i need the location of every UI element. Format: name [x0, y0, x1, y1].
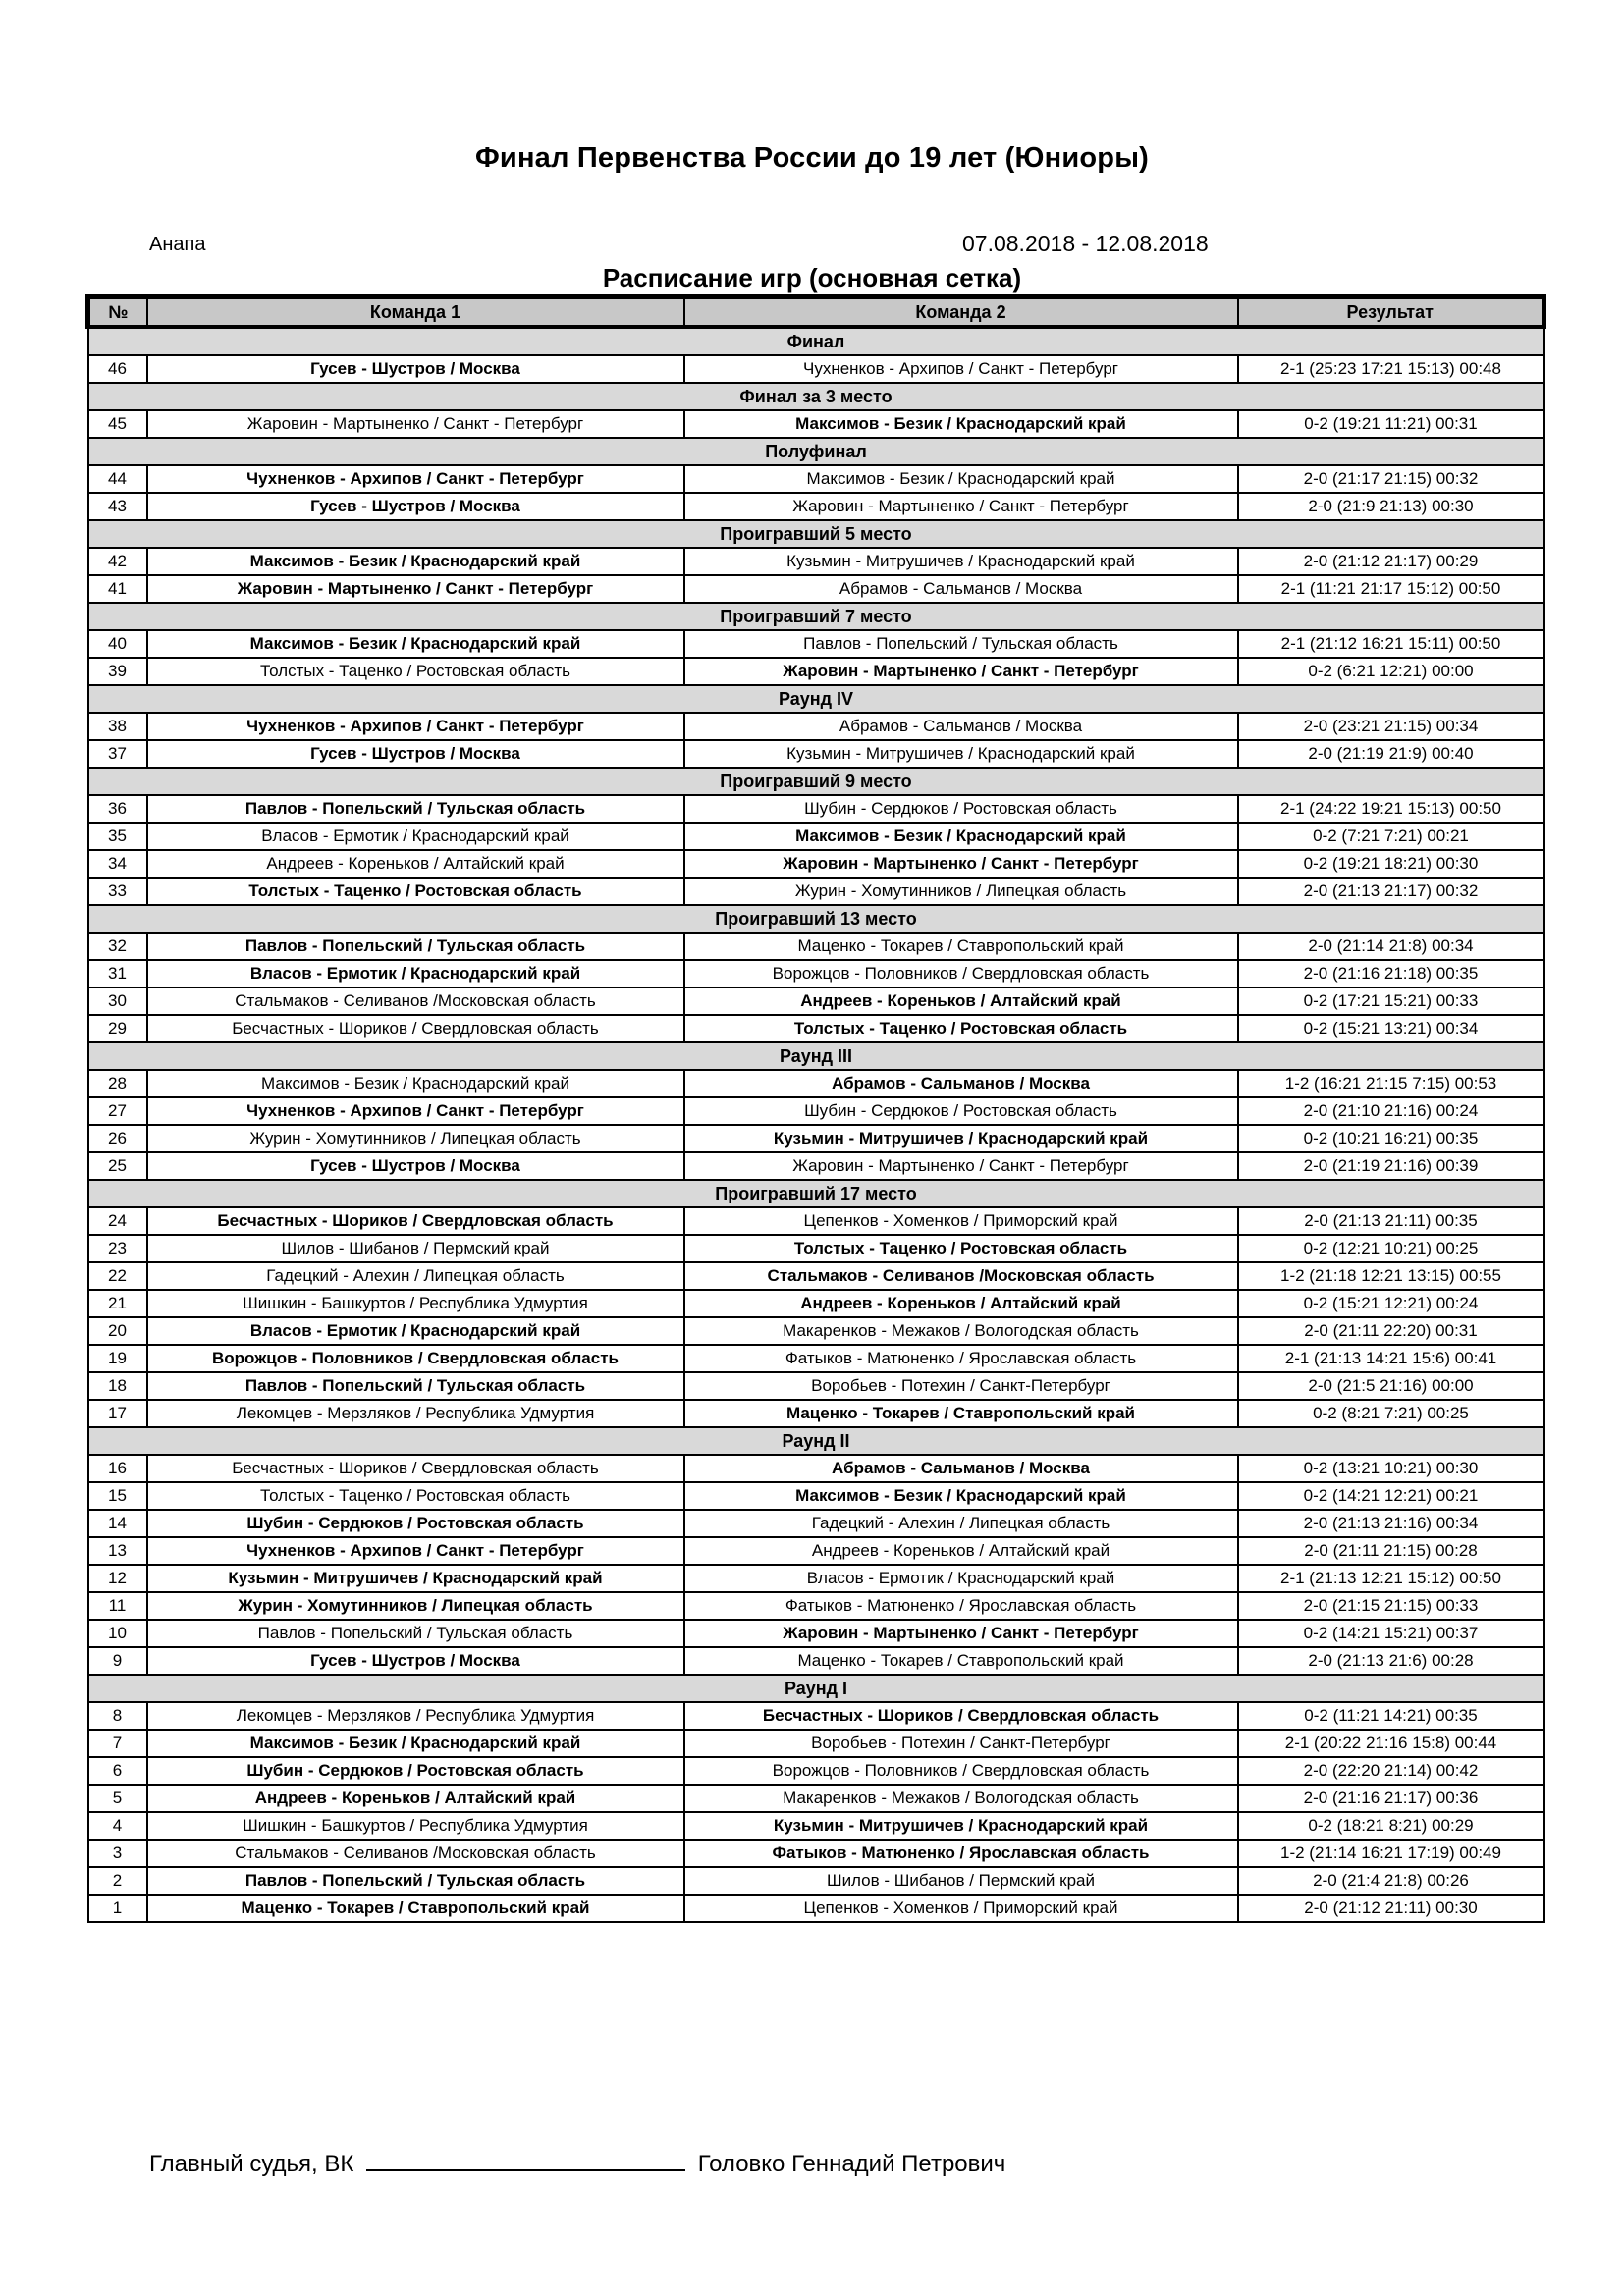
team1-cell: Маценко - Токарев / Ставропольский край — [147, 1895, 684, 1922]
result-cell: 2-1 (20:22 21:16 15:8) 00:44 — [1238, 1730, 1544, 1757]
team2-cell: Жаровин - Мартыненко / Санкт - Петербург — [684, 1152, 1238, 1180]
result-cell: 0-2 (12:21 10:21) 00:25 — [1238, 1235, 1544, 1262]
team2-cell: Жаровин - Мартыненко / Санкт - Петербург — [684, 1620, 1238, 1647]
team2-cell: Абрамов - Сальманов / Москва — [684, 1455, 1238, 1482]
result-cell: 2-0 (21:19 21:16) 00:39 — [1238, 1152, 1544, 1180]
team2-cell: Воробьев - Потехин / Санкт-Петербург — [684, 1372, 1238, 1400]
result-cell: 0-2 (17:21 15:21) 00:33 — [1238, 988, 1544, 1015]
match-number-cell: 25 — [88, 1152, 147, 1180]
table-row — [88, 1730, 1544, 1757]
match-number-cell: 39 — [88, 658, 147, 685]
match-number-cell: 5 — [88, 1785, 147, 1812]
result-cell: 2-0 (21:13 21:11) 00:35 — [1238, 1207, 1544, 1235]
team2-cell: Бесчастных - Шориков / Свердловская область — [684, 1702, 1238, 1730]
team2-cell: Ворожцов - Половников / Свердловская область — [684, 1757, 1238, 1785]
result-cell: 0-2 (6:21 12:21) 00:00 — [1238, 658, 1544, 685]
table-row — [88, 630, 1544, 658]
result-cell: 2-0 (21:11 22:20) 00:31 — [1238, 1317, 1544, 1345]
match-number-cell: 3 — [88, 1840, 147, 1867]
team2-cell: Кузьмин - Митрушичев / Краснодарский край — [684, 740, 1238, 768]
table-row — [88, 355, 1544, 383]
section-header-row — [88, 768, 1544, 795]
match-number-cell: 30 — [88, 988, 147, 1015]
team2-cell: Фатыков - Матюненко / Ярославская область — [684, 1840, 1238, 1867]
team1-cell: Шубин - Сердюков / Ростовская область — [147, 1510, 684, 1537]
team2-cell: Цепенков - Хоменков / Приморский край — [684, 1207, 1238, 1235]
team2-cell: Максимов - Безик / Краснодарский край — [684, 823, 1238, 850]
table-row — [88, 1097, 1544, 1125]
section-header-row — [88, 905, 1544, 933]
team1-cell: Павлов - Попельский / Тульская область — [147, 795, 684, 823]
team1-cell: Шилов - Шибанов / Пермский край — [147, 1235, 684, 1262]
section-title: Финал — [88, 327, 1544, 355]
match-number-cell: 40 — [88, 630, 147, 658]
match-number-cell: 12 — [88, 1565, 147, 1592]
result-cell: 0-2 (15:21 12:21) 00:24 — [1238, 1290, 1544, 1317]
table-row — [88, 850, 1544, 878]
result-cell: 2-0 (21:4 21:8) 00:26 — [1238, 1867, 1544, 1895]
match-number-cell: 10 — [88, 1620, 147, 1647]
result-cell: 2-0 (21:12 21:17) 00:29 — [1238, 548, 1544, 575]
match-number-cell: 33 — [88, 878, 147, 905]
team2-cell: Жаровин - Мартыненко / Санкт - Петербург — [684, 493, 1238, 520]
team1-cell: Гадецкий - Алехин / Липецкая область — [147, 1262, 684, 1290]
team2-cell: Цепенков - Хоменков / Приморский край — [684, 1895, 1238, 1922]
team1-cell: Чухненков - Архипов / Санкт - Петербург — [147, 465, 684, 493]
match-number-cell: 21 — [88, 1290, 147, 1317]
result-cell: 0-2 (19:21 18:21) 00:30 — [1238, 850, 1544, 878]
match-number-cell: 17 — [88, 1400, 147, 1427]
match-number-cell: 9 — [88, 1647, 147, 1675]
team2-cell: Макаренков - Межаков / Вологодская область — [684, 1785, 1238, 1812]
result-cell: 0-2 (8:21 7:21) 00:25 — [1238, 1400, 1544, 1427]
result-cell: 0-2 (14:21 15:21) 00:37 — [1238, 1620, 1544, 1647]
result-cell: 2-0 (21:9 21:13) 00:30 — [1238, 493, 1544, 520]
team2-cell: Абрамов - Сальманов / Москва — [684, 713, 1238, 740]
team1-cell: Гусев - Шустров / Москва — [147, 740, 684, 768]
section-title: Проигравший 7 место — [88, 603, 1544, 630]
match-number-cell: 4 — [88, 1812, 147, 1840]
column-header-number: № — [88, 297, 147, 328]
team2-cell: Андреев - Кореньков / Алтайский край — [684, 1537, 1238, 1565]
result-cell: 2-0 (21:15 21:15) 00:33 — [1238, 1592, 1544, 1620]
team1-cell: Жаровин - Мартыненко / Санкт - Петербург — [147, 410, 684, 438]
team2-cell: Максимов - Безик / Краснодарский край — [684, 465, 1238, 493]
result-cell: 2-0 (21:11 21:15) 00:28 — [1238, 1537, 1544, 1565]
table-row — [88, 548, 1544, 575]
section-header-row — [88, 1042, 1544, 1070]
section-title: Проигравший 13 место — [88, 905, 1544, 933]
match-number-cell: 45 — [88, 410, 147, 438]
match-number-cell: 34 — [88, 850, 147, 878]
match-number-cell: 19 — [88, 1345, 147, 1372]
team1-cell: Павлов - Попельский / Тульская область — [147, 933, 684, 960]
table-row — [88, 1400, 1544, 1427]
team1-cell: Шубин - Сердюков / Ростовская область — [147, 1757, 684, 1785]
section-header-row — [88, 1675, 1544, 1702]
team1-cell: Власов - Ермотик / Краснодарский край — [147, 1317, 684, 1345]
match-number-cell: 42 — [88, 548, 147, 575]
section-title: Раунд IV — [88, 685, 1544, 713]
team2-cell: Кузьмин - Митрушичев / Краснодарский край — [684, 1812, 1238, 1840]
table-row — [88, 823, 1544, 850]
team1-cell: Стальмаков - Селиванов /Московская область — [147, 988, 684, 1015]
team1-cell: Бесчастных - Шориков / Свердловская область — [147, 1015, 684, 1042]
match-number-cell: 44 — [88, 465, 147, 493]
section-title: Проигравший 17 место — [88, 1180, 1544, 1207]
table-row — [88, 1510, 1544, 1537]
schedule-body — [88, 327, 1544, 1922]
team2-cell: Маценко - Токарев / Ставропольский край — [684, 1400, 1238, 1427]
team1-cell: Бесчастных - Шориков / Свердловская область — [147, 1207, 684, 1235]
team1-cell: Гусев - Шустров / Москва — [147, 355, 684, 383]
result-cell: 2-1 (21:13 12:21 15:12) 00:50 — [1238, 1565, 1544, 1592]
team1-cell: Толстых - Таценко / Ростовская область — [147, 1482, 684, 1510]
schedule-table — [85, 294, 1546, 1923]
result-cell: 2-0 (21:13 21:16) 00:34 — [1238, 1510, 1544, 1537]
team2-cell: Воробьев - Потехин / Санкт-Петербург — [684, 1730, 1238, 1757]
match-number-cell: 22 — [88, 1262, 147, 1290]
match-number-cell: 23 — [88, 1235, 147, 1262]
result-cell: 2-1 (21:13 14:21 15:6) 00:41 — [1238, 1345, 1544, 1372]
team1-cell: Андреев - Кореньков / Алтайский край — [147, 1785, 684, 1812]
chief-judge-name: Головко Геннадий Петрович — [697, 2151, 1006, 2177]
result-cell: 2-0 (21:10 21:16) 00:24 — [1238, 1097, 1544, 1125]
team2-cell: Маценко - Токарев / Ставропольский край — [684, 933, 1238, 960]
table-row — [88, 1290, 1544, 1317]
table-row — [88, 410, 1544, 438]
result-cell: 1-2 (21:18 12:21 13:15) 00:55 — [1238, 1262, 1544, 1290]
result-cell: 0-2 (13:21 10:21) 00:30 — [1238, 1455, 1544, 1482]
table-row — [88, 1317, 1544, 1345]
team1-cell: Кузьмин - Митрушичев / Краснодарский край — [147, 1565, 684, 1592]
team1-cell: Журин - Хомутинников / Липецкая область — [147, 1592, 684, 1620]
table-row — [88, 1592, 1544, 1620]
team1-cell: Максимов - Безик / Краснодарский край — [147, 1070, 684, 1097]
result-cell: 2-1 (11:21 21:17 15:12) 00:50 — [1238, 575, 1544, 603]
section-header-row — [88, 438, 1544, 465]
table-row — [88, 1785, 1544, 1812]
table-row — [88, 1565, 1544, 1592]
match-number-cell: 6 — [88, 1757, 147, 1785]
team2-cell: Стальмаков - Селиванов /Московская область — [684, 1262, 1238, 1290]
team2-cell: Кузьмин - Митрушичев / Краснодарский край — [684, 548, 1238, 575]
table-row — [88, 1152, 1544, 1180]
result-cell: 2-0 (21:12 21:11) 00:30 — [1238, 1895, 1544, 1922]
table-row — [88, 1345, 1544, 1372]
match-number-cell: 32 — [88, 933, 147, 960]
table-row — [88, 1840, 1544, 1867]
match-number-cell: 13 — [88, 1537, 147, 1565]
table-row — [88, 960, 1544, 988]
section-title: Проигравший 5 место — [88, 520, 1544, 548]
team2-cell: Андреев - Кореньков / Алтайский край — [684, 988, 1238, 1015]
team1-cell: Павлов - Попельский / Тульская область — [147, 1867, 684, 1895]
team1-cell: Чухненков - Архипов / Санкт - Петербург — [147, 713, 684, 740]
table-row — [88, 493, 1544, 520]
result-cell: 2-1 (21:12 16:21 15:11) 00:50 — [1238, 630, 1544, 658]
match-number-cell: 1 — [88, 1895, 147, 1922]
team2-cell: Шилов - Шибанов / Пермский край — [684, 1867, 1238, 1895]
table-row — [88, 795, 1544, 823]
result-cell: 0-2 (14:21 12:21) 00:21 — [1238, 1482, 1544, 1510]
city-label: Анапа — [149, 234, 206, 255]
match-number-cell: 35 — [88, 823, 147, 850]
result-cell: 0-2 (19:21 11:21) 00:31 — [1238, 410, 1544, 438]
team1-cell: Максимов - Безик / Краснодарский край — [147, 548, 684, 575]
result-cell: 1-2 (21:14 16:21 17:19) 00:49 — [1238, 1840, 1544, 1867]
section-title: Финал за 3 место — [88, 383, 1544, 410]
team2-cell: Гадецкий - Алехин / Липецкая область — [684, 1510, 1238, 1537]
result-cell: 0-2 (15:21 13:21) 00:34 — [1238, 1015, 1544, 1042]
table-row — [88, 933, 1544, 960]
match-number-cell: 36 — [88, 795, 147, 823]
result-cell: 1-2 (16:21 21:15 7:15) 00:53 — [1238, 1070, 1544, 1097]
table-row — [88, 1757, 1544, 1785]
team1-cell: Гусев - Шустров / Москва — [147, 1647, 684, 1675]
table-row — [88, 1070, 1544, 1097]
team2-cell: Фатыков - Матюненко / Ярославская область — [684, 1592, 1238, 1620]
page-title: Финал Первенства России до 19 лет (Юниоры) — [474, 142, 1150, 174]
result-cell: 2-0 (21:16 21:17) 00:36 — [1238, 1785, 1544, 1812]
dates-label: 07.08.2018 - 12.08.2018 — [962, 231, 1209, 256]
team1-cell: Шишкин - Башкуртов / Республика Удмуртия — [147, 1812, 684, 1840]
match-number-cell: 20 — [88, 1317, 147, 1345]
table-row — [88, 575, 1544, 603]
result-cell: 2-0 (21:13 21:17) 00:32 — [1238, 878, 1544, 905]
table-row — [88, 1372, 1544, 1400]
table-row — [88, 1895, 1544, 1922]
team1-cell: Толстых - Таценко / Ростовская область — [147, 658, 684, 685]
signature-line — [366, 2148, 685, 2171]
table-row — [88, 713, 1544, 740]
result-cell: 2-0 (21:19 21:9) 00:40 — [1238, 740, 1544, 768]
result-cell: 2-1 (25:23 17:21 15:13) 00:48 — [1238, 355, 1544, 383]
team1-cell: Максимов - Безик / Краснодарский край — [147, 630, 684, 658]
result-cell: 2-0 (22:20 21:14) 00:42 — [1238, 1757, 1544, 1785]
section-header-row — [88, 603, 1544, 630]
team1-cell: Лекомцев - Мерзляков / Республика Удмуртия — [147, 1702, 684, 1730]
team2-cell: Толстых - Таценко / Ростовская область — [684, 1235, 1238, 1262]
table-row — [88, 1482, 1544, 1510]
table-row — [88, 1015, 1544, 1042]
team2-cell: Шубин - Сердюков / Ростовская область — [684, 1097, 1238, 1125]
table-row — [88, 988, 1544, 1015]
team1-cell: Гусев - Шустров / Москва — [147, 1152, 684, 1180]
result-cell: 2-0 (21:14 21:8) 00:34 — [1238, 933, 1544, 960]
table-row — [88, 740, 1544, 768]
match-number-cell: 8 — [88, 1702, 147, 1730]
team1-cell: Андреев - Кореньков / Алтайский край — [147, 850, 684, 878]
team1-cell: Гусев - Шустров / Москва — [147, 493, 684, 520]
result-cell: 0-2 (10:21 16:21) 00:35 — [1238, 1125, 1544, 1152]
team1-cell: Толстых - Таценко / Ростовская область — [147, 878, 684, 905]
result-cell: 2-1 (24:22 19:21 15:13) 00:50 — [1238, 795, 1544, 823]
match-number-cell: 38 — [88, 713, 147, 740]
section-header-row — [88, 383, 1544, 410]
match-number-cell: 11 — [88, 1592, 147, 1620]
table-header-row — [88, 297, 1544, 328]
table-row — [88, 1262, 1544, 1290]
team1-cell: Стальмаков - Селиванов /Московская область — [147, 1840, 684, 1867]
team2-cell: Максимов - Безик / Краснодарский край — [684, 410, 1238, 438]
table-row — [88, 1537, 1544, 1565]
signature-block — [149, 2148, 1005, 2178]
match-number-cell: 14 — [88, 1510, 147, 1537]
table-row — [88, 1207, 1544, 1235]
section-header-row — [88, 685, 1544, 713]
schedule-subtitle: Расписание игр (основная сетка) — [602, 263, 1022, 293]
table-row — [88, 878, 1544, 905]
table-row — [88, 1867, 1544, 1895]
table-row — [88, 658, 1544, 685]
table-row — [88, 465, 1544, 493]
match-number-cell: 37 — [88, 740, 147, 768]
result-cell: 0-2 (7:21 7:21) 00:21 — [1238, 823, 1544, 850]
match-number-cell: 31 — [88, 960, 147, 988]
result-cell: 2-0 (21:5 21:16) 00:00 — [1238, 1372, 1544, 1400]
section-header-row — [88, 1427, 1544, 1455]
section-title: Раунд III — [88, 1042, 1544, 1070]
table-row — [88, 1125, 1544, 1152]
team2-cell: Фатыков - Матюненко / Ярославская область — [684, 1345, 1238, 1372]
match-number-cell: 24 — [88, 1207, 147, 1235]
chief-judge-label: Главный судья, ВК — [149, 2151, 354, 2177]
team1-cell: Лекомцев - Мерзляков / Республика Удмуртия — [147, 1400, 684, 1427]
team2-cell: Власов - Ермотик / Краснодарский край — [684, 1565, 1238, 1592]
match-number-cell: 41 — [88, 575, 147, 603]
table-row — [88, 1235, 1544, 1262]
column-header-team2: Команда 2 — [684, 297, 1238, 328]
section-header-row — [88, 520, 1544, 548]
table-row — [88, 1620, 1544, 1647]
table-row — [88, 1455, 1544, 1482]
section-header-row — [88, 327, 1544, 355]
match-number-cell: 18 — [88, 1372, 147, 1400]
team2-cell: Жаровин - Мартыненко / Санкт - Петербург — [684, 658, 1238, 685]
match-number-cell: 2 — [88, 1867, 147, 1895]
team2-cell: Абрамов - Сальманов / Москва — [684, 575, 1238, 603]
result-cell: 2-0 (21:13 21:6) 00:28 — [1238, 1647, 1544, 1675]
column-header-team1: Команда 1 — [147, 297, 684, 328]
team2-cell: Маценко - Токарев / Ставропольский край — [684, 1647, 1238, 1675]
table-row — [88, 1647, 1544, 1675]
team2-cell: Макаренков - Межаков / Вологодская область — [684, 1317, 1238, 1345]
match-number-cell: 26 — [88, 1125, 147, 1152]
team1-cell: Жаровин - Мартыненко / Санкт - Петербург — [147, 575, 684, 603]
section-title: Раунд I — [88, 1675, 1544, 1702]
team1-cell: Чухненков - Архипов / Санкт - Петербург — [147, 1537, 684, 1565]
match-number-cell: 28 — [88, 1070, 147, 1097]
team2-cell: Максимов - Безик / Краснодарский край — [684, 1482, 1238, 1510]
match-number-cell: 15 — [88, 1482, 147, 1510]
team2-cell: Толстых - Таценко / Ростовская область — [684, 1015, 1238, 1042]
table-row — [88, 1812, 1544, 1840]
section-title: Полуфинал — [88, 438, 1544, 465]
section-title: Проигравший 9 место — [88, 768, 1544, 795]
result-cell: 2-0 (23:21 21:15) 00:34 — [1238, 713, 1544, 740]
match-number-cell: 16 — [88, 1455, 147, 1482]
team1-cell: Чухненков - Архипов / Санкт - Петербург — [147, 1097, 684, 1125]
match-number-cell: 43 — [88, 493, 147, 520]
team1-cell: Павлов - Попельский / Тульская область — [147, 1372, 684, 1400]
team1-cell: Власов - Ермотик / Краснодарский край — [147, 960, 684, 988]
team1-cell: Власов - Ермотик / Краснодарский край — [147, 823, 684, 850]
match-number-cell: 27 — [88, 1097, 147, 1125]
result-cell: 0-2 (18:21 8:21) 00:29 — [1238, 1812, 1544, 1840]
column-header-result: Результат — [1238, 297, 1544, 328]
result-cell: 2-0 (21:17 21:15) 00:32 — [1238, 465, 1544, 493]
result-cell: 0-2 (11:21 14:21) 00:35 — [1238, 1702, 1544, 1730]
team2-cell: Павлов - Попельский / Тульская область — [684, 630, 1238, 658]
team2-cell: Чухненков - Архипов / Санкт - Петербург — [684, 355, 1238, 383]
team2-cell: Кузьмин - Митрушичев / Краснодарский край — [684, 1125, 1238, 1152]
team1-cell: Максимов - Безик / Краснодарский край — [147, 1730, 684, 1757]
team2-cell: Жаровин - Мартыненко / Санкт - Петербург — [684, 850, 1238, 878]
team2-cell: Абрамов - Сальманов / Москва — [684, 1070, 1238, 1097]
team2-cell: Журин - Хомутинников / Липецкая область — [684, 878, 1238, 905]
section-title: Раунд II — [88, 1427, 1544, 1455]
team1-cell: Журин - Хомутинников / Липецкая область — [147, 1125, 684, 1152]
match-number-cell: 29 — [88, 1015, 147, 1042]
team2-cell: Шубин - Сердюков / Ростовская область — [684, 795, 1238, 823]
result-cell: 2-0 (21:16 21:18) 00:35 — [1238, 960, 1544, 988]
match-number-cell: 7 — [88, 1730, 147, 1757]
team1-cell: Бесчастных - Шориков / Свердловская область — [147, 1455, 684, 1482]
team2-cell: Андреев - Кореньков / Алтайский край — [684, 1290, 1238, 1317]
match-number-cell: 46 — [88, 355, 147, 383]
team1-cell: Ворожцов - Половников / Свердловская область — [147, 1345, 684, 1372]
table-row — [88, 1702, 1544, 1730]
team1-cell: Шишкин - Башкуртов / Республика Удмуртия — [147, 1290, 684, 1317]
team1-cell: Павлов - Попельский / Тульская область — [147, 1620, 684, 1647]
team2-cell: Ворожцов - Половников / Свердловская область — [684, 960, 1238, 988]
section-header-row — [88, 1180, 1544, 1207]
